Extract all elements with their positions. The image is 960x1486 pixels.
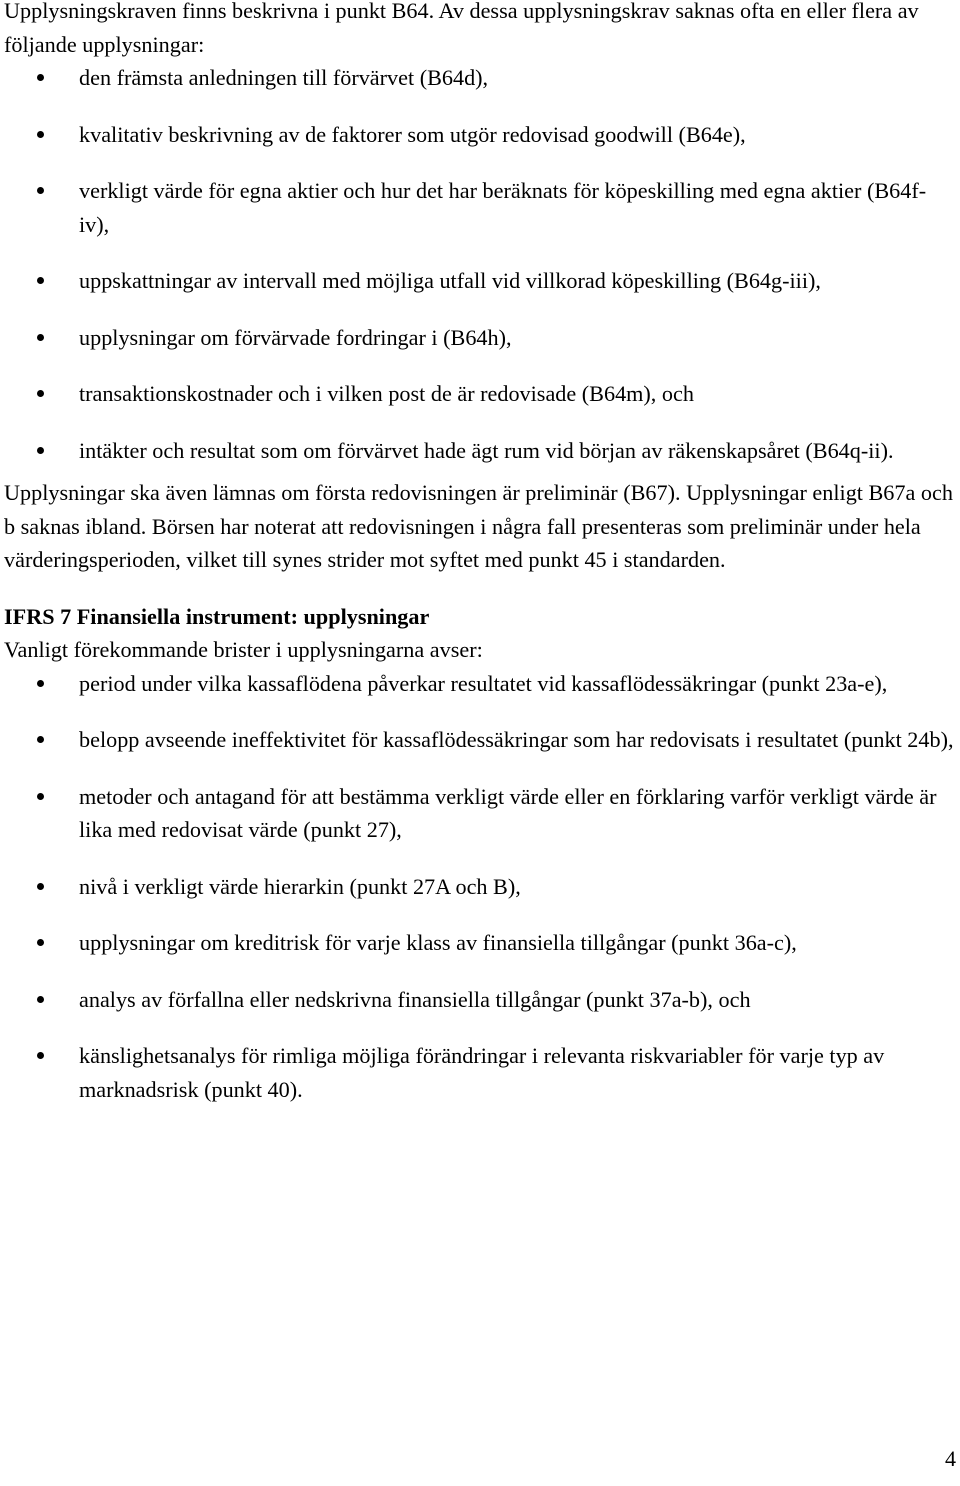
preliminary-paragraph: Upplysningar ska även lämnas om första redovisningen är preliminär (B67). Upplysningar enligt B67a och b saknas ibland. Börsen har noterat att redovisningen i några fall presenteras som preliminär under hela värderingsperioden, vilket till synes strider mot syftet med punkt 45 i standarden. <box>4 480 953 572</box>
list-item: belopp avseende ineffektivitet för kassaflödessäkringar som har redovisats i resultatet (punkt 24b), <box>4 723 956 757</box>
list-item: den främsta anledningen till förvärvet (B64d), <box>4 61 956 95</box>
list-item: upplysningar om förvärvade fordringar i (B64h), <box>4 321 956 355</box>
section-intro: Vanligt förekommande brister i upplysningarna avser: <box>4 637 483 662</box>
list-item: upplysningar om kreditrisk för varje klass av finansiella tillgångar (punkt 36a-c), <box>4 926 956 960</box>
list-item: intäkter och resultat som om förvärvet hade ägt rum vid början av räkenskapsåret (B64q-ii). <box>4 434 956 468</box>
page-number: 4 <box>945 1446 956 1471</box>
list-item: verkligt värde för egna aktier och hur det har beräknats för köpeskilling med egna aktier (B64f-iv), <box>4 174 956 241</box>
list-item: kvalitativ beskrivning av de faktorer som utgör redovisad goodwill (B64e), <box>4 118 956 152</box>
list-item: uppskattningar av intervall med möjliga utfall vid villkorad köpeskilling (B64g-iii), <box>4 264 956 298</box>
list-item: period under vilka kassaflödena påverkar resultatet vid kassaflödessäkringar (punkt 23a-e), <box>4 667 956 701</box>
list-item: känslighetsanalys för rimliga möjliga förändringar i relevanta riskvariabler för varje typ av marknadsrisk (punkt 40). <box>4 1039 956 1106</box>
ifrs7-deficiencies-list <box>4 667 956 1107</box>
list-item: nivå i verkligt värde hierarkin (punkt 27A och B), <box>4 870 956 904</box>
document-page <box>4 0 956 1106</box>
section-heading: IFRS 7 Finansiella instrument: upplysningar <box>4 603 430 629</box>
list-item: transaktionskostnader och i vilken post de är redovisade (B64m), och <box>4 377 956 411</box>
missing-disclosures-list <box>4 61 956 467</box>
list-item: metoder och antagand för att bestämma verkligt värde eller en förklaring varför verkligt värde är lika med redovisat värde (punkt 27), <box>4 780 956 847</box>
intro-paragraph: Upplysningskraven finns beskrivna i punkt B64. Av dessa upplysningskrav saknas ofta en eller flera av följande upplysningar: <box>4 0 919 57</box>
list-item: analys av förfallna eller nedskrivna finansiella tillgångar (punkt 37a-b), och <box>4 983 956 1017</box>
